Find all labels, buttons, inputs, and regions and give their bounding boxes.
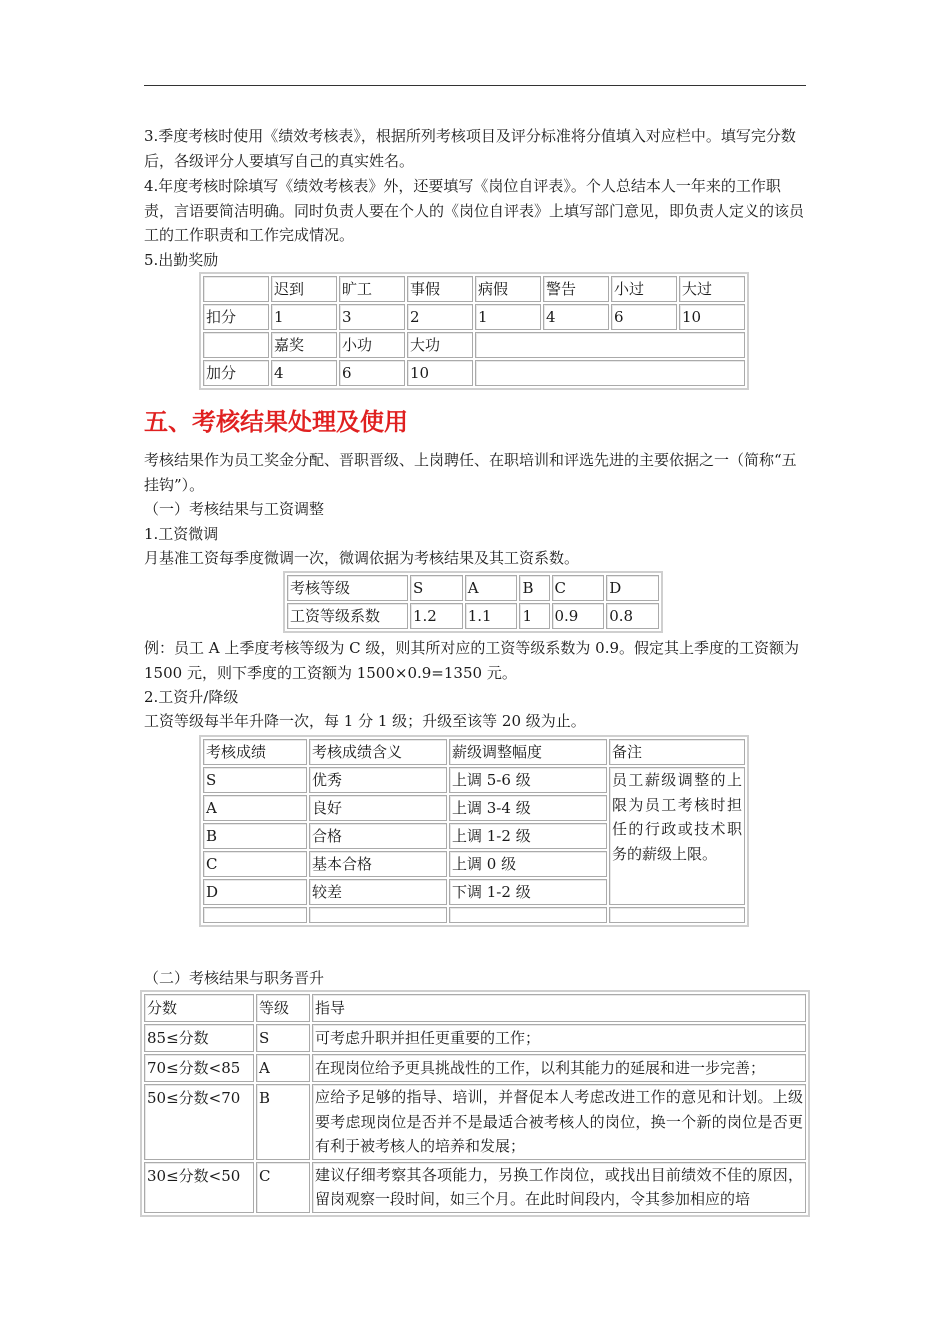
subheading-salary: （一）考核结果与工资调整 (144, 500, 325, 518)
table-cell: 6 (611, 304, 677, 330)
table-cell-empty (449, 907, 607, 923)
attendance-table (199, 272, 749, 390)
table-cell: 良好 (309, 795, 447, 821)
table-row (203, 332, 745, 358)
table-cell: 0.9 (552, 603, 605, 629)
table-cell: D (606, 575, 659, 601)
coefficient-table (283, 571, 663, 633)
table-cell: 0.8 (606, 603, 659, 629)
subheading-salary-grade: 2.工资升/降级 (144, 688, 239, 706)
table-cell: 旷工 (339, 276, 405, 302)
table-cell-empty (475, 332, 745, 358)
table-cell: 考核成绩含义 (309, 739, 447, 765)
salary-grade-desc: 工资等级每半年升降一次，每 1 分 1 级；升级至该等 20 级为止。 (144, 712, 586, 730)
table-cell: 基本合格 (309, 851, 447, 877)
table-cell: 上调 5-6 级 (449, 767, 607, 793)
table-cell: 备注 (609, 739, 745, 765)
table-cell: 薪级调整幅度 (449, 739, 607, 765)
table-cell: 在现岗位给予更具挑战性的工作，以利其能力的延展和进一步完善； (312, 1054, 806, 1082)
table-cell: 考核成绩 (203, 739, 307, 765)
table-cell: 下调 1-2 级 (449, 879, 607, 905)
table-cell: C (203, 851, 307, 877)
table-cell: 50≤分数<70 (144, 1084, 254, 1160)
table-cell: 分数 (144, 994, 254, 1022)
table-cell: 上调 1-2 级 (449, 823, 607, 849)
table-cell-note: 员工薪级调整的上限为员工考核时担任的行政或技术职务的薪级上限。 (609, 767, 745, 905)
table-cell: 迟到 (271, 276, 337, 302)
table-cell-empty (309, 907, 447, 923)
table-cell: 1 (271, 304, 337, 330)
table-cell: C (552, 575, 605, 601)
table-row (203, 907, 745, 923)
table-cell: 指导 (312, 994, 806, 1022)
table-row (144, 1054, 806, 1082)
table-row (203, 767, 745, 793)
table-cell: 10 (407, 360, 473, 386)
table-cell: 等级 (256, 994, 310, 1022)
table-cell: 6 (339, 360, 405, 386)
table-cell: 上调 0 级 (449, 851, 607, 877)
table-cell: S (256, 1024, 310, 1052)
table-cell: 加分 (203, 360, 269, 386)
table-row (287, 575, 659, 601)
table-row (144, 1162, 806, 1213)
table-cell: 事假 (407, 276, 473, 302)
table-cell-empty (475, 360, 745, 386)
table-cell-empty (609, 907, 745, 923)
table-cell: 优秀 (309, 767, 447, 793)
table-cell: 大功 (407, 332, 473, 358)
subheading-salary-adjust: 1.工资微调 (144, 525, 219, 543)
subheading-promotion: （二）考核结果与职务晋升 (144, 969, 325, 987)
table-cell: C (256, 1162, 310, 1213)
salary-adjust-desc: 月基准工资每季度微调一次，微调依据为考核结果及其工资系数。 (144, 549, 580, 567)
table-cell: D (203, 879, 307, 905)
table-cell: 应给予足够的指导、培训，并督促本人考虑改进工作的意见和计划。上级要考虑现岗位是否并不是最适合被考核人的岗位，换一个新的岗位是否更有利于被考核人的培养和发展； (312, 1084, 806, 1160)
table-cell: B (203, 823, 307, 849)
section-heading: 五、考核结果处理及使用 (144, 407, 408, 436)
table-cell (203, 332, 269, 358)
table-cell: 2 (407, 304, 473, 330)
table-cell: 4 (543, 304, 609, 330)
table-cell: 4 (271, 360, 337, 386)
table-row (203, 276, 745, 302)
table-cell: A (465, 575, 518, 601)
header-rule (144, 85, 806, 86)
table-cell: 小功 (339, 332, 405, 358)
table-cell: B (256, 1084, 310, 1160)
table-cell: B (519, 575, 549, 601)
table-cell: 3 (339, 304, 405, 330)
table-cell (203, 276, 269, 302)
table-cell: 1 (519, 603, 549, 629)
table-cell: 1.2 (410, 603, 463, 629)
paragraph-item-4: 4.年度考核时除填写《绩效考核表》外，还要填写《岗位自评表》。个人总结本人一年来的工作职责，言语要简洁明确。同时负责人要在个人的《岗位自评表》上填写部门意见，即负责人定义的该员工的工作职责和工作完成情况。 (144, 177, 805, 244)
table-cell: 1.1 (465, 603, 518, 629)
intro-paragraph: 考核结果作为员工奖金分配、晋职晋级、上岗聘任、在职培训和评选先进的主要依据之一（简称“五挂钩”）。 (144, 451, 797, 494)
table-row (144, 1084, 806, 1160)
table-row (287, 603, 659, 629)
table-cell: 1 (475, 304, 541, 330)
grade-table (199, 735, 749, 927)
table-cell: S (410, 575, 463, 601)
table-cell: 工资等级系数 (287, 603, 408, 629)
table-cell: 嘉奖 (271, 332, 337, 358)
table-row (144, 1024, 806, 1052)
table-row (144, 994, 806, 1022)
table-row (203, 739, 745, 765)
table-cell: 建议仔细考察其各项能力，另换工作岗位，或找出目前绩效不佳的原因，留岗观察一段时间，如三个月。在此时间段内，令其参加相应的培 (312, 1162, 806, 1213)
table-cell: 30≤分数<50 (144, 1162, 254, 1213)
table-cell: 70≤分数<85 (144, 1054, 254, 1082)
table-cell-empty (203, 907, 307, 923)
table-cell: 合格 (309, 823, 447, 849)
table-cell: 10 (679, 304, 745, 330)
table-cell: 上调 3-4 级 (449, 795, 607, 821)
table-cell: 小过 (611, 276, 677, 302)
table-cell: 可考虑升职并担任更重要的工作； (312, 1024, 806, 1052)
table-row (203, 360, 745, 386)
table-cell: 考核等级 (287, 575, 408, 601)
table-cell: 警告 (543, 276, 609, 302)
table-cell: 85≤分数 (144, 1024, 254, 1052)
table-cell: 扣分 (203, 304, 269, 330)
table-cell: S (203, 767, 307, 793)
table-cell: A (203, 795, 307, 821)
table-cell: 大过 (679, 276, 745, 302)
paragraph-item-5: 5.出勤奖励 (144, 251, 219, 269)
table-row (203, 304, 745, 330)
table-cell: 较差 (309, 879, 447, 905)
table-cell: 病假 (475, 276, 541, 302)
example-paragraph: 例：员工 A 上季度考核等级为 C 级，则其所对应的工资等级系数为 0.9。假定其上季度的工资额为 1500 元，则下季度的工资额为 1500×0.9=1350 元。 (144, 639, 800, 682)
paragraph-item-3: 3.季度考核时使用《绩效考核表》，根据所列考核项目及评分标准将分值填入对应栏中。填写完分数后，各级评分人要填写自己的真实姓名。 (144, 127, 796, 170)
promotion-table (140, 990, 810, 1217)
table-cell: A (256, 1054, 310, 1082)
